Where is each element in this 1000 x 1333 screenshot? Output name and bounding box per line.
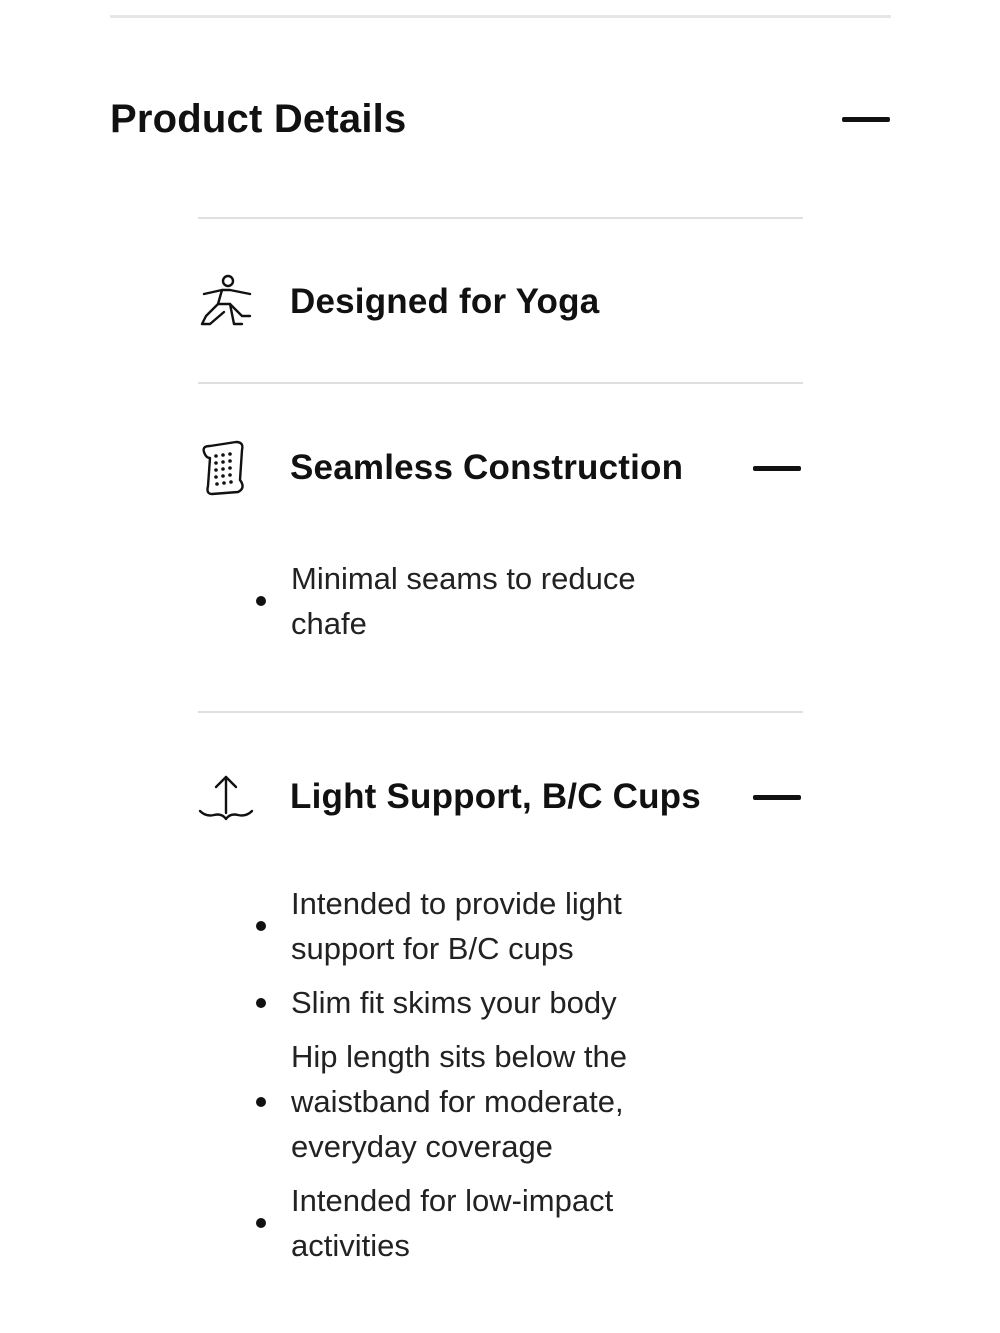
list-item	[198, 1034, 691, 1169]
feature-section-yoga	[198, 217, 803, 342]
feature-title: Seamless Construction	[290, 448, 684, 487]
top-divider	[110, 15, 891, 18]
light-support-icon	[198, 769, 254, 825]
product-details-accordion-header[interactable]	[110, 88, 890, 150]
divider	[198, 711, 803, 713]
product-details-title: Product Details	[110, 96, 407, 141]
feature-bullet-list	[198, 881, 803, 1268]
bullet-icon	[256, 998, 266, 1008]
feature-title: Light Support, B/C Cups	[290, 777, 701, 816]
list-item-text: Intended for low-impact activities	[291, 1183, 614, 1263]
divider	[198, 382, 803, 384]
feature-section-support	[198, 711, 803, 1277]
minus-icon[interactable]	[753, 466, 801, 471]
list-item	[198, 980, 691, 1025]
feature-section-seamless	[198, 382, 803, 655]
list-item	[198, 881, 691, 971]
feature-accordion-support[interactable]	[198, 757, 803, 837]
seamless-fabric-icon	[198, 440, 254, 496]
divider	[198, 217, 803, 219]
bullet-icon	[256, 1218, 266, 1228]
feature-row-yoga	[198, 262, 803, 342]
list-item	[198, 556, 691, 646]
feature-title: Designed for Yoga	[290, 282, 600, 321]
yoga-pose-icon	[198, 274, 254, 330]
bullet-icon	[256, 921, 266, 931]
list-item	[198, 1178, 691, 1268]
list-item-text: Minimal seams to reduce chafe	[291, 561, 636, 641]
list-item-text: Hip length sits below the waistband for moderate, everyday coverage	[291, 1039, 628, 1164]
feature-bullet-list	[198, 556, 803, 646]
list-item-text: Slim fit skims your body	[291, 985, 617, 1020]
bullet-icon	[256, 1097, 266, 1107]
list-item-text: Intended to provide light support for B/C cups	[291, 886, 622, 966]
minus-icon[interactable]	[753, 795, 801, 800]
feature-accordion-seamless[interactable]	[198, 428, 803, 508]
bullet-icon	[256, 596, 266, 606]
minus-icon[interactable]	[842, 117, 890, 122]
